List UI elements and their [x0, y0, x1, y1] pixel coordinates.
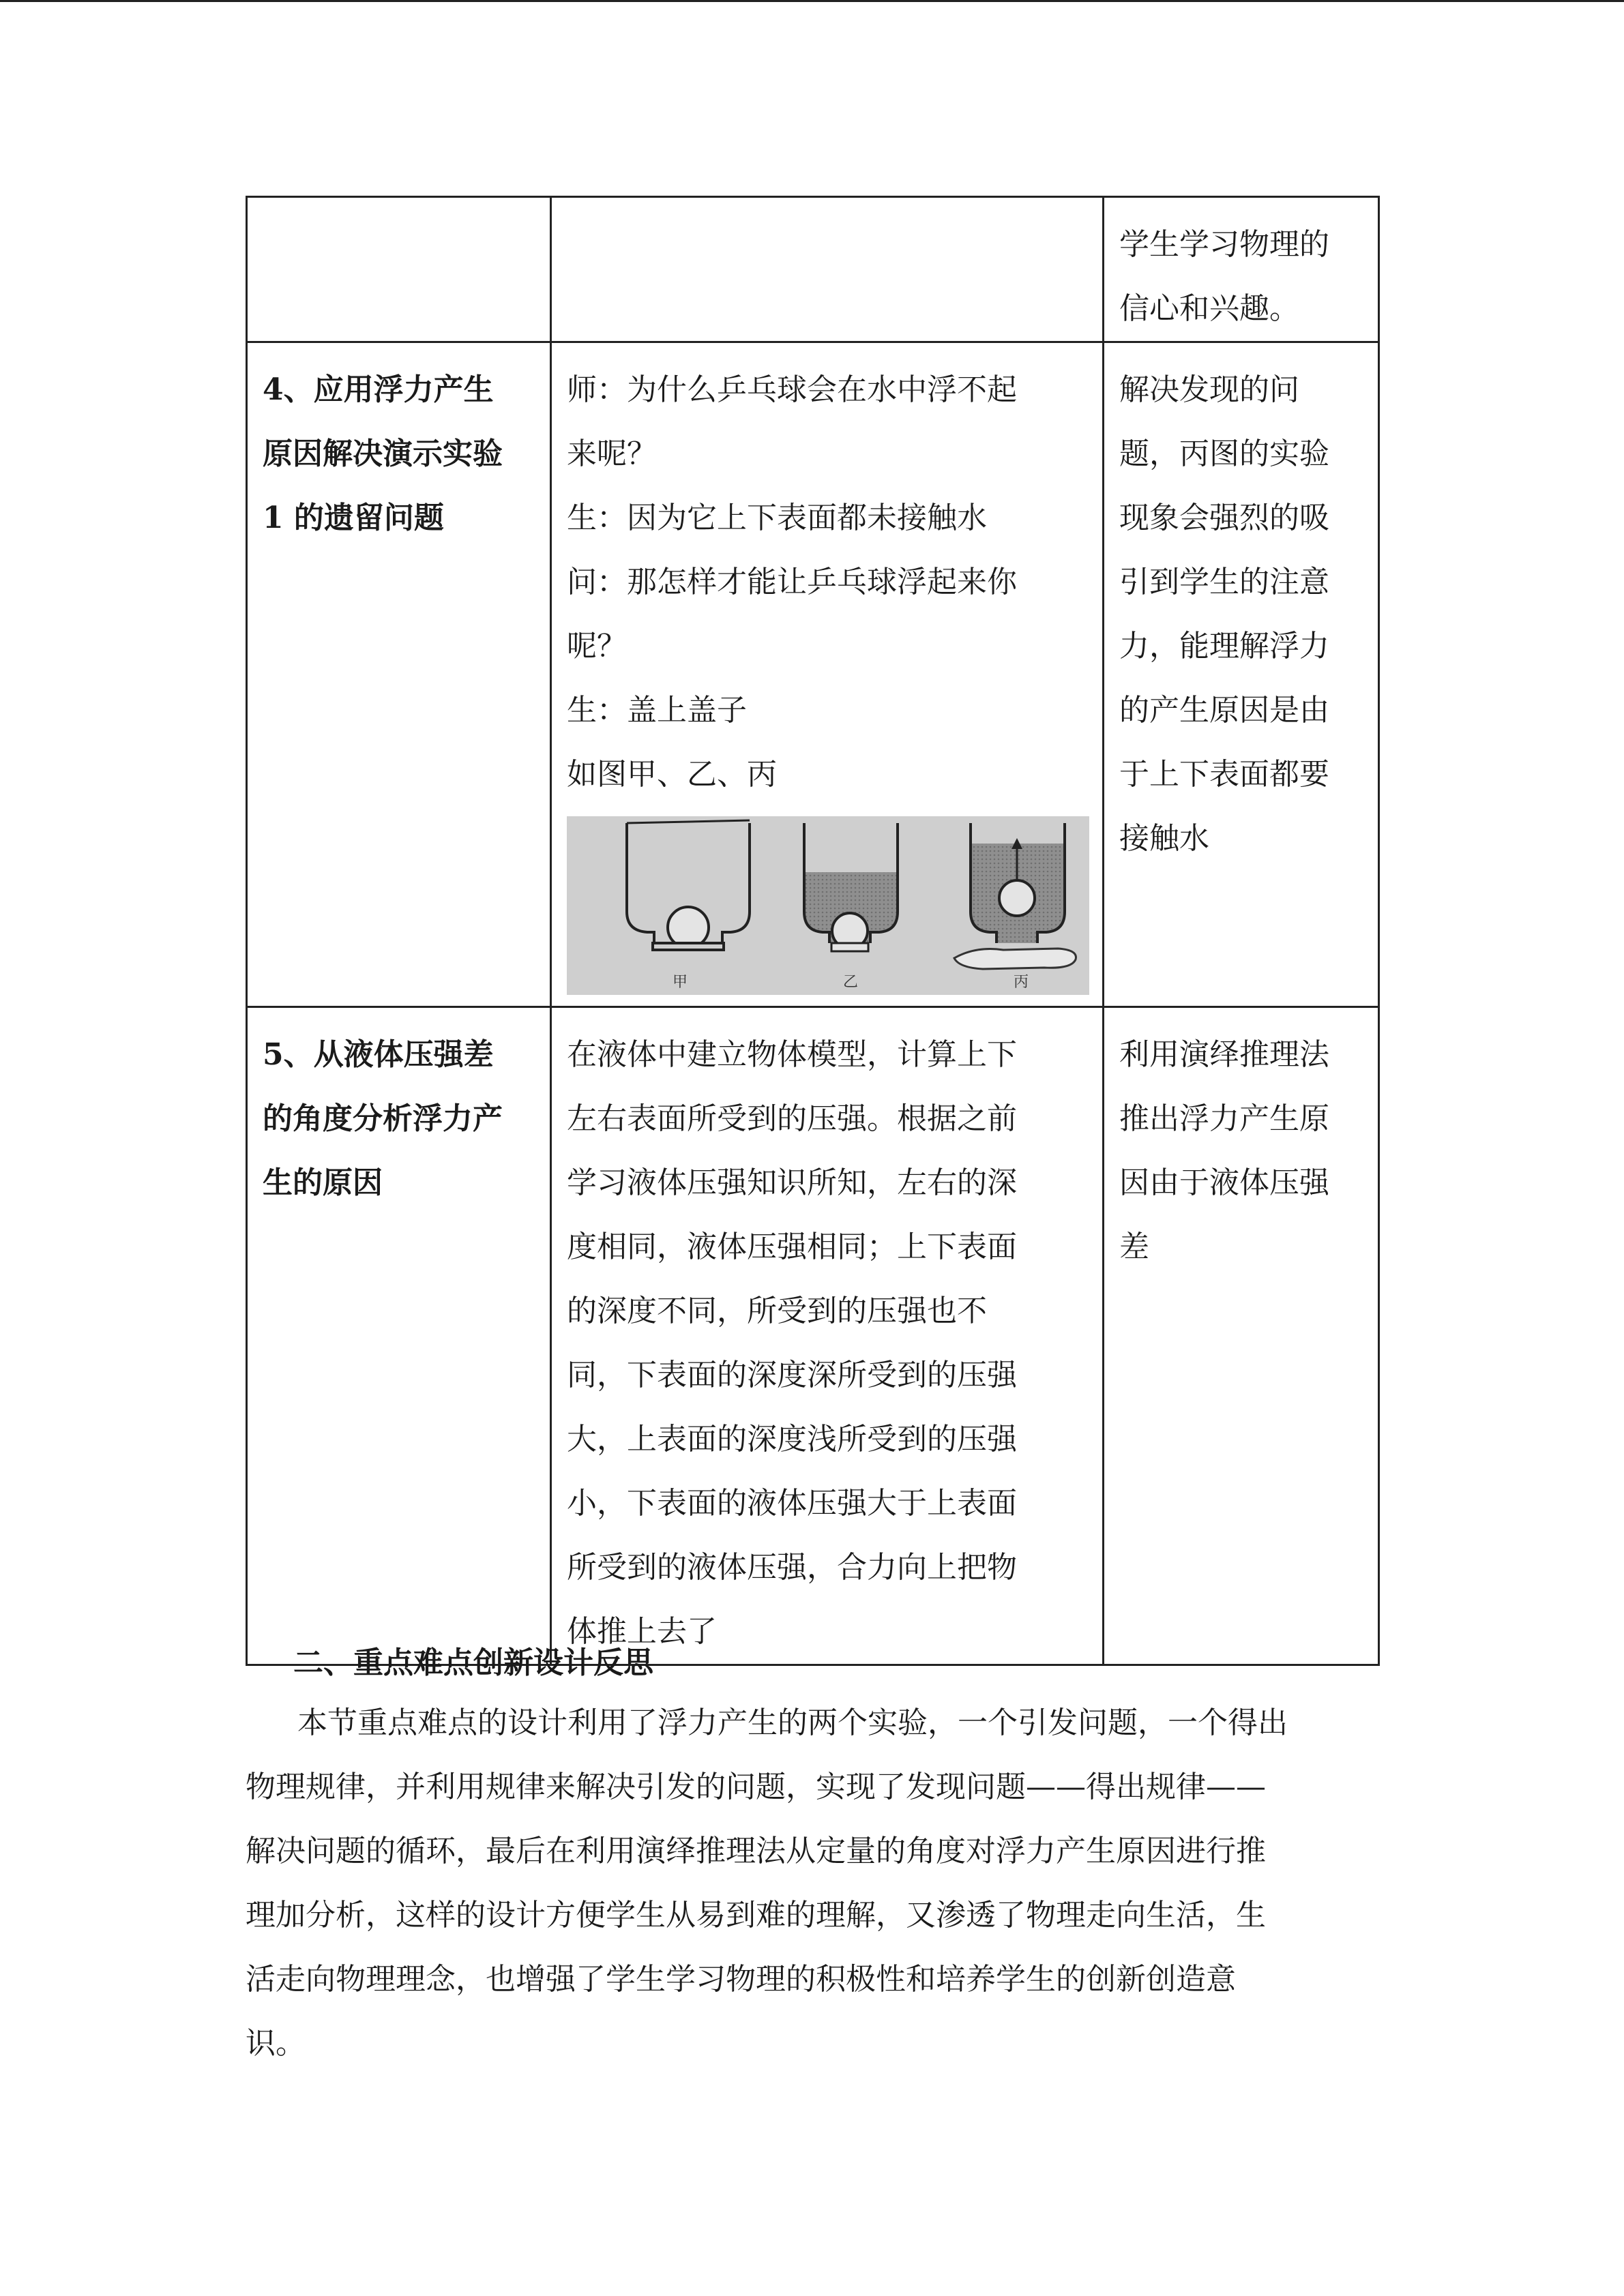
text-line: 的角度分析浮力产 — [263, 1101, 503, 1136]
text-line: 如图甲、乙、丙 — [567, 757, 777, 792]
cell-step-4-note — [1104, 342, 1379, 1007]
text-line: 接触水 — [1119, 821, 1209, 856]
lesson-table — [246, 196, 1380, 1666]
text-line: 来呢？ — [567, 436, 657, 471]
figure-label-jia: 甲 — [673, 974, 688, 991]
text-line: 问：那怎样才能让乒乓球浮起来你 — [567, 565, 1017, 599]
text-line: 信心和兴趣。 — [1119, 291, 1299, 326]
text-line: 左右表面所受到的压强。根据之前 — [567, 1101, 1017, 1136]
cell-empty-1 — [247, 197, 551, 342]
text-line: 推出浮力产生原 — [1119, 1101, 1329, 1136]
paragraph-line: 物理规律，并利用规律来解决引发的问题，实现了发现问题——得出规律—— — [246, 1770, 1266, 1804]
text-line: 差 — [1119, 1229, 1149, 1264]
text-line: 呢？ — [567, 629, 627, 664]
text-line: 度相同，液体压强相同；上下表面 — [567, 1229, 1017, 1264]
text-line: 解决发现的问 — [1119, 372, 1299, 407]
paragraph-line: 识。 — [246, 2026, 306, 2061]
text-line: 生的原因 — [263, 1165, 383, 1200]
text-line: 大，上表面的深度浅所受到的压强 — [567, 1422, 1017, 1457]
page-top-rule — [0, 0, 1624, 2]
text-line: 同，下表面的深度深所受到的压强 — [567, 1358, 1017, 1392]
section-heading: 二、重点难点创新设计反思 — [293, 1645, 653, 1680]
text-line: 引到学生的注意 — [1119, 565, 1329, 599]
text-line: 小，下表面的液体压强大于上表面 — [567, 1486, 1017, 1521]
text-line: 体推上去了 — [567, 1614, 717, 1649]
cell-step-4-title — [247, 342, 551, 1007]
text-line: 5、从液体压强差 — [263, 1037, 494, 1072]
figure-label-yi: 乙 — [843, 974, 859, 991]
paragraph-line: 本节重点难点的设计利用了浮力产生的两个实验，一个引发问题，一个得出 — [297, 1705, 1288, 1740]
reflection-paragraph — [246, 1691, 1381, 2076]
text-line: 学生学习物理的 — [1119, 227, 1329, 262]
text-line: 力，能理解浮力 — [1119, 629, 1329, 664]
paragraph-line: 解决问题的循环，最后在利用演绎推理法从定量的角度对浮力产生原因进行推 — [246, 1834, 1266, 1868]
figure-label-bing: 丙 — [1014, 974, 1029, 991]
cell-step-5-note — [1104, 1007, 1379, 1665]
ping-pong-ball — [999, 880, 1035, 916]
hand-icon — [954, 949, 1076, 969]
cell-empty-2 — [551, 197, 1104, 342]
ping-pong-experiment-figure — [567, 816, 1089, 995]
table-row-step-5 — [247, 1007, 1379, 1665]
cell-intent-continued — [1104, 197, 1379, 342]
text-line: 的深度不同，所受到的压强也不 — [567, 1294, 987, 1328]
text-line: 生：因为它上下表面都未接触水 — [567, 501, 987, 535]
paragraph-line: 活走向物理理念，也增强了学生学习物理的积极性和培养学生的创新创造意 — [246, 1962, 1236, 1997]
paragraph-line: 理加分析，这样的设计方便学生从易到难的理解，又渗透了物理走向生活，生 — [246, 1898, 1266, 1933]
text-line: 1 的遗留问题 — [263, 501, 444, 535]
text-line: 原因解决演示实验 — [263, 436, 503, 471]
cell-step-5-content — [551, 1007, 1104, 1665]
text-line: 在液体中建立物体模型，计算上下 — [567, 1037, 1017, 1072]
text-line: 题，丙图的实验 — [1119, 436, 1329, 471]
text-line: 4、应用浮力产生 — [263, 372, 494, 407]
table-row-step-4 — [247, 342, 1379, 1007]
text-line: 所受到的液体压强，合力向上把物 — [567, 1550, 1017, 1585]
text-line: 生：盖上盖子 — [567, 693, 747, 728]
text-line: 的产生原因是由 — [1119, 693, 1329, 728]
text-line: 于上下表面都要 — [1119, 757, 1329, 792]
text-line: 现象会强烈的吸 — [1119, 501, 1329, 535]
text-line: 利用演绎推理法 — [1119, 1037, 1329, 1072]
table-row-continued — [247, 197, 1379, 342]
cell-step-5-title — [247, 1007, 551, 1665]
text-line: 学习液体压强知识所知，左右的深 — [567, 1165, 1017, 1200]
text-line: 因由于液体压强 — [1119, 1165, 1329, 1200]
text-line: 师：为什么乒乓球会在水中浮不起 — [567, 372, 1017, 407]
cell-step-4-content — [551, 342, 1104, 1007]
